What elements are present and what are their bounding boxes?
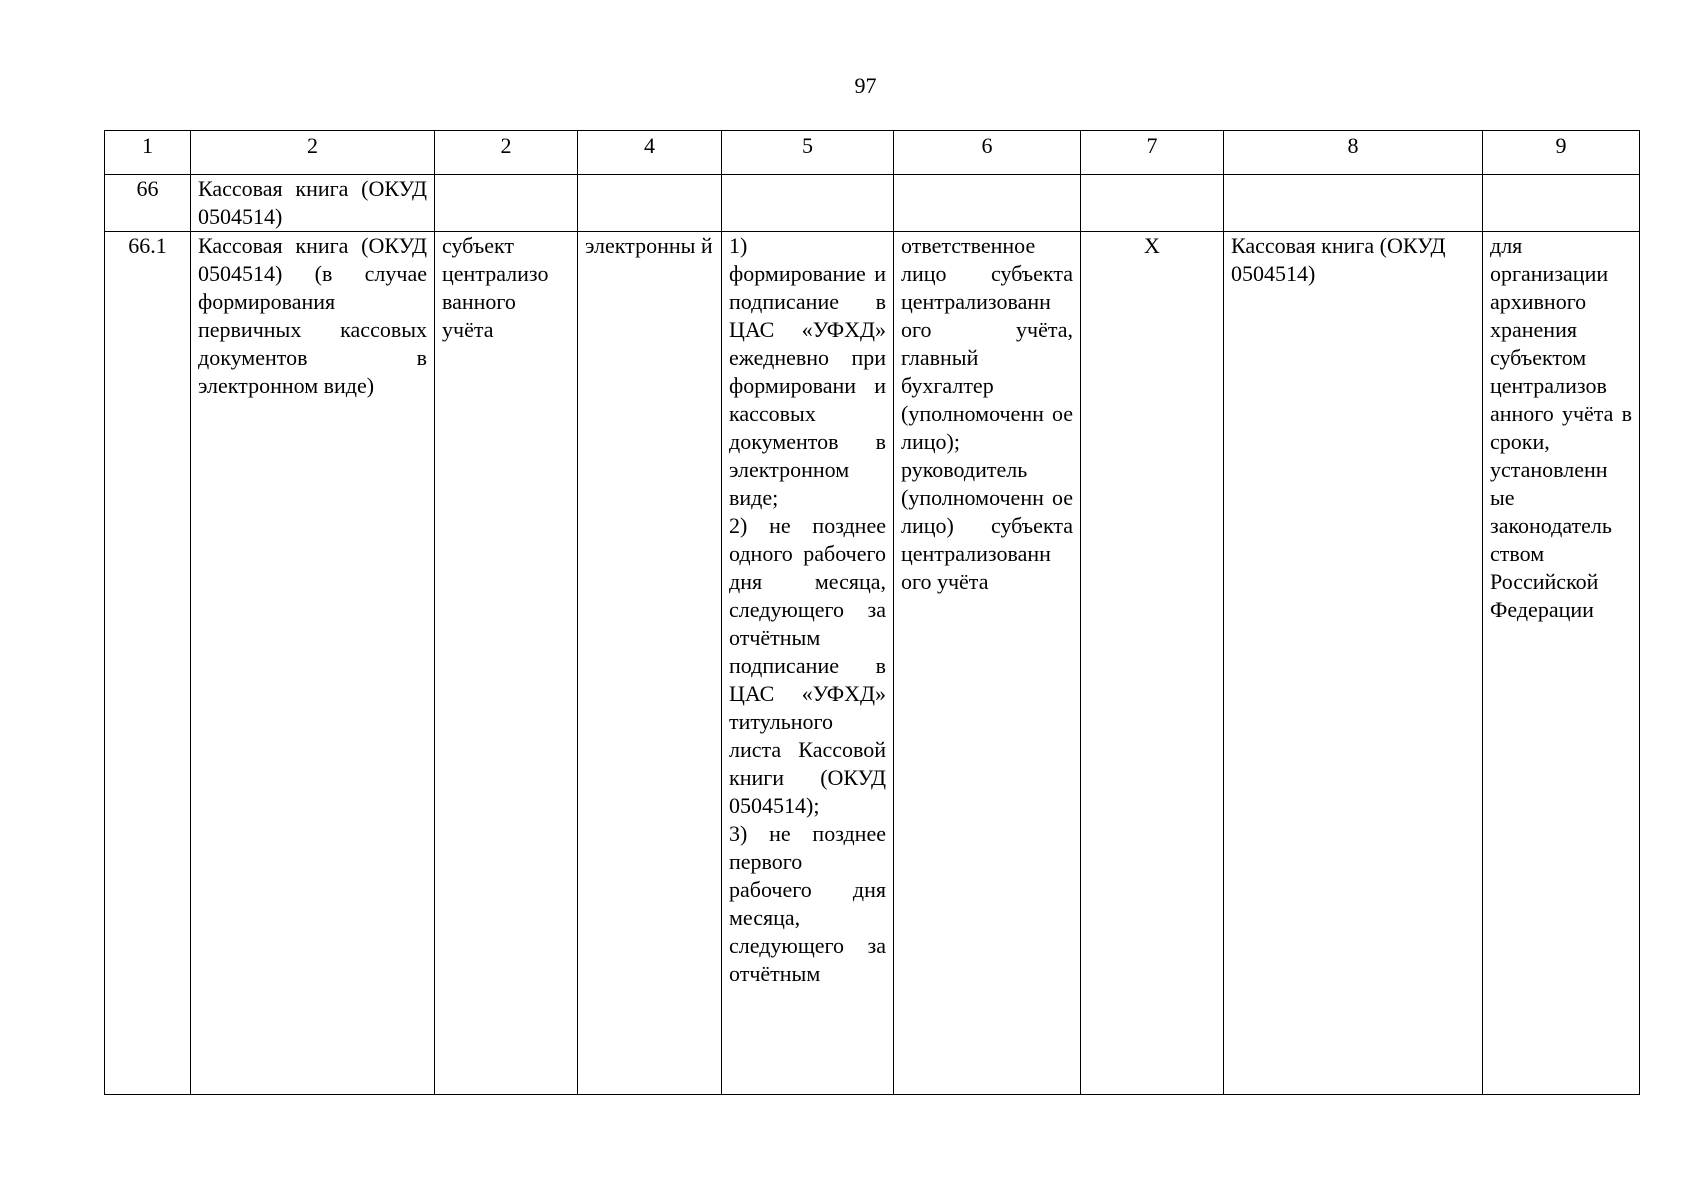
empty-cell [1483,175,1640,232]
table-header-row [105,131,1640,175]
header-cell: 1 [105,131,191,175]
empty-cell [578,175,722,232]
header-cell: 5 [722,131,894,175]
page-number: 97 [854,73,877,98]
table-row [105,232,1640,1095]
signers-cell: ответственное лицо субъекта централизованн ого учёта, главный бухгалтер (уполномоченн ое лицо); руководитель (уполномоченн ое лицо) субъекта централизованн ого учёта [894,232,1081,1095]
header-cell: 7 [1081,131,1224,175]
header-cell: 6 [894,131,1081,175]
header-cell: 2 [435,131,578,175]
empty-cell [1224,175,1483,232]
empty-cell [722,175,894,232]
responsible-subject-cell: субъект централизо ванного учёта [435,232,578,1095]
header-cell: 8 [1224,131,1483,175]
row-name: Кассовая книга (ОКУД 0504514) (в случае формирования первичных кассовых документов в электронном виде) [191,232,435,1095]
row-name: Кассовая книга (ОКУД 0504514) [191,175,435,232]
register-table [104,130,1640,1095]
row-number: 66 [105,175,191,232]
header-cell: 9 [1483,131,1640,175]
empty-cell [894,175,1081,232]
col8-cell: Кассовая книга (ОКУД 0504514) [1224,232,1483,1095]
procedure-cell: 1) формирование и подписание в ЦАС «УФХД» ежедневно при формировани и кассовых документов в электронном виде; 2) не позднее одного рабочего дня месяца, следующего за отчётным подписание в ЦАС «УФХД» титульного листа Кассовой книги (ОКУД 0504514); 3) не позднее первого рабочего дня месяца, следующего за отчётным [722,232,894,1095]
header-cell: 4 [578,131,722,175]
col7-cell: Х [1081,232,1224,1095]
form-cell: электронны й [578,232,722,1095]
empty-cell [435,175,578,232]
row-number: 66.1 [105,232,191,1095]
header-cell: 2 [191,131,435,175]
empty-cell [1081,175,1224,232]
col9-cell: для организации архивного хранения субъектом централизов анного учёта в сроки, установленн ые законодатель ством Российской Федерации [1483,232,1640,1095]
table-row [105,175,1640,232]
